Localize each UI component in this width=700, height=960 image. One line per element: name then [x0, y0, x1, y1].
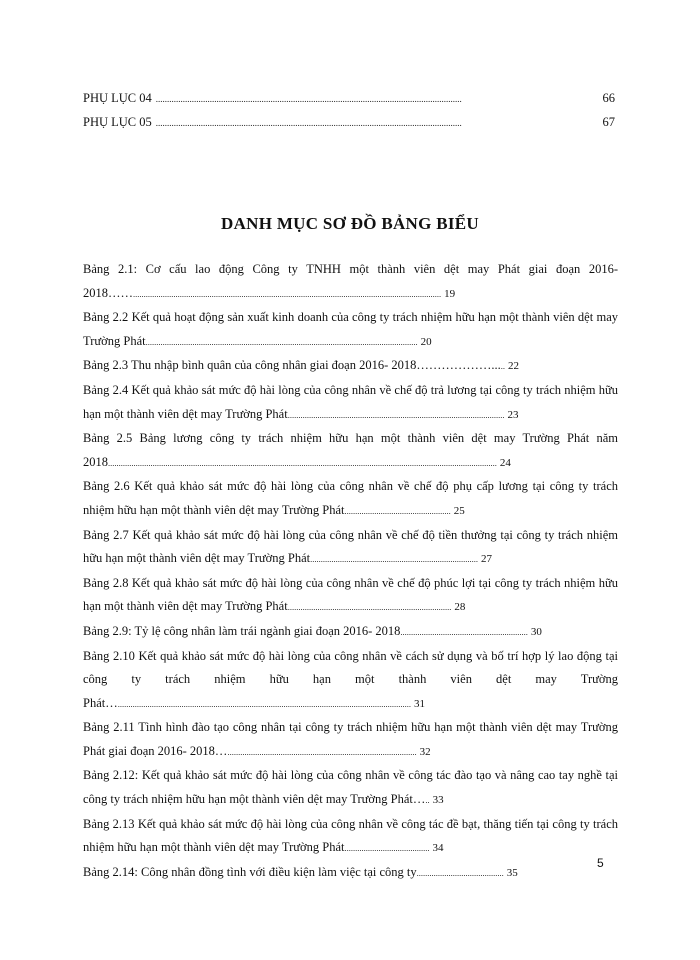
entry-page-number: 33 [432, 794, 444, 807]
dot-leader: .................................................. [344, 505, 451, 516]
entry-page-number: 24 [499, 456, 511, 469]
entry-text: Bảng 2.7 Kết quả khảo sát mức độ hài lòng của công nhân về chế độ tiền thưởng tại công ty trách nhiệm hữu hạn một thành viên dệt may Trường Phát [83, 527, 618, 566]
entry-text: Bảng 2.1: Cơ cấu lao động Công ty TNHH một thành viên dệt may Phát giai đoạn 2016-2018…… [83, 262, 618, 300]
table-list [83, 258, 618, 885]
appendix-entry-04 [83, 91, 615, 106]
table-entry-2-4 [83, 379, 618, 427]
dot-leader: ........................................................................................................................................ [155, 94, 462, 104]
entry-text: Bảng 2.6 Kết quả khảo sát mức độ hài lòng của công nhân về chế độ phụ cấp lương tại công ty trách nhiệm hữu hạn một thành viên dệt may Trường Phát [83, 479, 618, 517]
dot-leader: .......................................................................................................................................... [117, 698, 411, 709]
entry-text: Bảng 2.3 Thu nhập bình quân của công nhân giai đoạn 2016- 2018………………... [83, 358, 501, 373]
table-entry-2-6 [83, 475, 618, 523]
table-entry-2-9 [83, 620, 618, 645]
table-entry-2-14 [83, 861, 618, 886]
entry-text: Bảng 2.5 Bảng lương công ty trách nhiệm hữu hạn một thành viên dệt may Trường Phát năm 2018 [83, 431, 618, 469]
appendix-page-number: 67 [602, 115, 615, 129]
appendix-label: PHỤ LỤC 05 [83, 115, 152, 129]
table-entry-2-8 [83, 572, 618, 620]
dot-leader: ................................................................................................................................ [145, 336, 418, 347]
dot-leader: .. [425, 795, 430, 806]
entry-page-number: 22 [508, 360, 520, 373]
entry-text: Bảng 2.13 Kết quả khảo sát mức độ hài lòng của công nhân về công tác đề bạt, thăng tiến tại công ty trách nhiệm hữu hạn một thành viên dệt may Trường Phát [83, 816, 618, 855]
entry-text: Bảng 2.12: Kết quả khảo sát mức độ hài lòng của công nhân về công tác đào tạo và nâng cao tay nghề tại công ty trách nhiệm hữu hạn một thành viên dệt may Trường Phát… [83, 768, 618, 807]
dot-leader: ...................................................................................................... [287, 409, 505, 420]
entry-text: Bảng 2.9: Tỷ lệ công nhân làm trái ngành giai đoạn 2016- 2018 [83, 623, 401, 638]
appendix-page-number: 66 [602, 91, 615, 105]
dot-leader: ............................................................................. [287, 602, 452, 613]
entry-text: Bảng 2.11 Tình hình đào tạo công nhân tại công ty trách nhiệm hữu hạn một thành viên dệt may Trường Phát giai đoạn 2016- 2018… [83, 720, 618, 758]
table-entry-2-5 [83, 427, 618, 475]
entry-page-number: 25 [453, 504, 465, 517]
table-entry-2-7 [83, 524, 618, 572]
entry-page-number: 19 [444, 287, 456, 300]
entry-text: Bảng 2.2 Kết quả hoạt động sản xuất kinh doanh của công ty trách nhiệm hữu hạn một thành viên dệt may Trường Phát [83, 310, 618, 348]
entry-page-number: 32 [419, 745, 431, 758]
table-entry-2-1 [83, 258, 618, 306]
entry-text: Bảng 2.8 Kết quả khảo sát mức độ hài lòng của công nhân về chế độ phúc lợi tại công ty trách nhiệm hữu hạn một thành viên dệt may Trường Phát [83, 575, 618, 614]
table-entry-2-10 [83, 645, 618, 717]
dot-leader: .. [500, 361, 506, 372]
appendix-label: PHỤ LỤC 04 [83, 91, 152, 105]
table-entry-2-2 [83, 306, 618, 354]
dot-leader: ......................................... [416, 867, 504, 878]
dot-leader: ............................................................................... [310, 554, 478, 565]
table-entry-2-11 [83, 716, 618, 764]
dot-leader: ........................................................................................................................................ [155, 118, 462, 128]
dot-leader: ....................................................................................................................................................................................... [108, 457, 497, 468]
entry-text: Bảng 2.14: Công nhân đồng tình với điều kiện làm việc tại công ty [83, 864, 417, 879]
dot-leader: ............................................................ [400, 626, 528, 637]
appendix-entry-05 [83, 115, 615, 130]
table-entry-2-13 [83, 813, 618, 861]
entry-page-number: 35 [506, 866, 518, 879]
entry-page-number: 23 [507, 408, 519, 421]
entry-text: Bảng 2.4 Kết quả khảo sát mức độ hài lòng của công nhân về chế độ trả lương tại công ty trách nhiệm hữu hạn một thành viên dệt may Trường Phát [83, 382, 618, 421]
table-entry-2-12 [83, 764, 618, 812]
entry-page-number: 20 [420, 335, 432, 348]
dot-leader: ......................................................................................... [227, 746, 417, 757]
dot-leader: ........................................ [344, 843, 430, 854]
table-entry-2-3 [83, 354, 618, 379]
entry-page-number: 27 [480, 553, 492, 566]
section-heading: DANH MỤC SƠ ĐỒ BẢNG BIỂU [221, 214, 479, 233]
page-number: 5 [597, 856, 604, 870]
entry-page-number: 30 [530, 625, 542, 638]
entry-text: Bảng 2.10 Kết quả khảo sát mức độ hài lòng của công nhân về cách sử dụng và bố trí hợp lý lao động tại công ty trách nhiệm hữu hạn một thành viên dệt may Trường Phát… [83, 648, 618, 710]
entry-page-number: 34 [432, 842, 444, 855]
entry-page-number: 28 [454, 601, 466, 614]
dot-leader: ................................................................................................................................................. [133, 288, 442, 299]
entry-page-number: 31 [413, 697, 425, 710]
